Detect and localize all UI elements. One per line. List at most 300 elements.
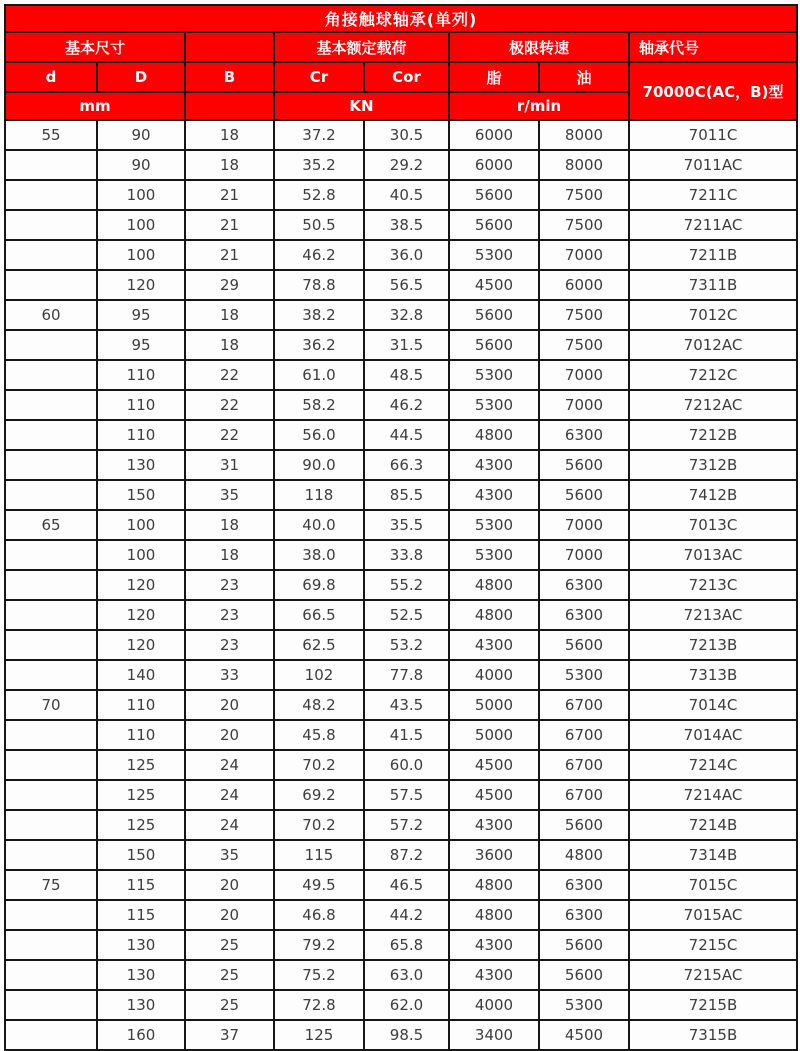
table-cell: 70.2 — [274, 750, 364, 780]
table-cell: 61.0 — [274, 360, 364, 390]
table-cell: 7215AC — [629, 960, 797, 990]
table-title: 角接触球轴承(单列) — [5, 5, 797, 32]
table-cell — [5, 900, 97, 930]
table-row — [5, 480, 797, 510]
table-cell: 56.5 — [364, 270, 449, 300]
table-cell: 100 — [97, 240, 185, 270]
table-cell: 18 — [185, 510, 274, 540]
table-row — [5, 390, 797, 420]
header-unit-mm: mm — [5, 92, 185, 120]
table-cell: 7011C — [629, 120, 797, 150]
table-cell: 100 — [97, 210, 185, 240]
header-unit-rpm: r/min — [449, 92, 629, 120]
table-cell — [5, 840, 97, 870]
table-cell: 90 — [97, 120, 185, 150]
table-cell: 46.5 — [364, 870, 449, 900]
table-cell: 4800 — [449, 870, 539, 900]
table-cell — [5, 810, 97, 840]
header-col-cor: Cor — [364, 62, 449, 92]
table-cell: 5600 — [539, 810, 629, 840]
table-cell: 7313B — [629, 660, 797, 690]
table-cell: 44.2 — [364, 900, 449, 930]
table-cell: 102 — [274, 660, 364, 690]
table-cell — [5, 180, 97, 210]
table-cell: 120 — [97, 570, 185, 600]
table-cell — [5, 720, 97, 750]
table-row — [5, 720, 797, 750]
header-basic-dims: 基本尺寸 — [5, 32, 185, 62]
table-row — [5, 210, 797, 240]
table-cell: 7000 — [539, 390, 629, 420]
table-cell: 5600 — [539, 480, 629, 510]
table-cell — [5, 480, 97, 510]
table-cell — [5, 630, 97, 660]
table-cell: 100 — [97, 510, 185, 540]
table-cell: 7500 — [539, 330, 629, 360]
table-cell: 7500 — [539, 300, 629, 330]
table-cell — [5, 990, 97, 1020]
table-cell: 32.8 — [364, 300, 449, 330]
table-cell: 85.5 — [364, 480, 449, 510]
table-header — [5, 5, 797, 120]
table-cell: 7214C — [629, 750, 797, 780]
table-cell — [5, 150, 97, 180]
table-cell: 7214AC — [629, 780, 797, 810]
table-cell: 4300 — [449, 630, 539, 660]
table-cell: 95 — [97, 330, 185, 360]
table-cell — [5, 270, 97, 300]
header-group-row — [5, 32, 797, 62]
table-cell: 7014AC — [629, 720, 797, 750]
table-cell: 48.5 — [364, 360, 449, 390]
table-cell — [5, 450, 97, 480]
table-cell: 150 — [97, 840, 185, 870]
table-cell: 35.5 — [364, 510, 449, 540]
table-cell: 7014C — [629, 690, 797, 720]
table-cell: 140 — [97, 660, 185, 690]
table-cell: 110 — [97, 720, 185, 750]
table-cell: 115 — [274, 840, 364, 870]
table-cell: 110 — [97, 420, 185, 450]
table-cell — [5, 210, 97, 240]
table-cell: 3400 — [449, 1020, 539, 1050]
table-cell: 30.5 — [364, 120, 449, 150]
header-load-rating: 基本额定载荷 — [274, 32, 449, 62]
table-cell: 6700 — [539, 690, 629, 720]
table-cell: 6700 — [539, 780, 629, 810]
table-cell: 46.8 — [274, 900, 364, 930]
table-cell: 38.0 — [274, 540, 364, 570]
table-row — [5, 540, 797, 570]
table-cell: 7215B — [629, 990, 797, 1020]
table-cell — [5, 660, 97, 690]
table-cell: 7212B — [629, 420, 797, 450]
table-cell: 130 — [97, 450, 185, 480]
table-cell: 7012AC — [629, 330, 797, 360]
table-cell: 40.5 — [364, 180, 449, 210]
table-cell — [5, 390, 97, 420]
table-cell: 33 — [185, 660, 274, 690]
table-cell: 115 — [97, 900, 185, 930]
table-cell: 160 — [97, 1020, 185, 1050]
table-cell: 4000 — [449, 660, 539, 690]
table-cell: 70.2 — [274, 810, 364, 840]
table-cell: 53.2 — [364, 630, 449, 660]
table-cell: 21 — [185, 180, 274, 210]
table-cell: 110 — [97, 690, 185, 720]
table-row — [5, 120, 797, 150]
table-cell: 100 — [97, 180, 185, 210]
table-cell: 115 — [97, 870, 185, 900]
table-cell: 66.3 — [364, 450, 449, 480]
table-cell: 4300 — [449, 960, 539, 990]
table-cell — [5, 360, 97, 390]
table-cell: 18 — [185, 330, 274, 360]
table-row — [5, 930, 797, 960]
table-cell: 37.2 — [274, 120, 364, 150]
table-row — [5, 570, 797, 600]
table-row — [5, 750, 797, 780]
table-cell: 52.5 — [364, 600, 449, 630]
table-cell: 7000 — [539, 360, 629, 390]
table-cell: 4500 — [449, 780, 539, 810]
table-cell: 7211AC — [629, 210, 797, 240]
table-cell: 36.0 — [364, 240, 449, 270]
title-row — [5, 5, 797, 32]
table-cell: 69.2 — [274, 780, 364, 810]
table-cell: 72.8 — [274, 990, 364, 1020]
table-cell: 6700 — [539, 750, 629, 780]
table-cell — [5, 240, 97, 270]
header-limit-speed: 极限转速 — [449, 32, 629, 62]
table-cell: 4800 — [449, 900, 539, 930]
table-row — [5, 900, 797, 930]
table-cell: 63.0 — [364, 960, 449, 990]
table-cell: 55 — [5, 120, 97, 150]
table-cell: 41.5 — [364, 720, 449, 750]
table-row — [5, 600, 797, 630]
header-code-type: 70000C(AC，B)型 — [629, 62, 797, 120]
table-cell: 35 — [185, 480, 274, 510]
table-cell: 7015C — [629, 870, 797, 900]
table-cell: 46.2 — [274, 240, 364, 270]
table-cell: 5600 — [449, 210, 539, 240]
table-cell: 22 — [185, 420, 274, 450]
table-cell: 56.0 — [274, 420, 364, 450]
header-unit-kn: KN — [274, 92, 449, 120]
header-col-B: B — [185, 62, 274, 92]
table-cell: 120 — [97, 630, 185, 660]
table-cell: 77.8 — [364, 660, 449, 690]
table-cell: 79.2 — [274, 930, 364, 960]
table-cell: 24 — [185, 780, 274, 810]
table-cell: 23 — [185, 630, 274, 660]
table-cell: 25 — [185, 930, 274, 960]
header-col-oil: 油 — [539, 62, 629, 92]
table-cell: 23 — [185, 600, 274, 630]
table-row — [5, 300, 797, 330]
table-cell: 7013AC — [629, 540, 797, 570]
table-cell: 60 — [5, 300, 97, 330]
table-cell: 5600 — [539, 930, 629, 960]
table-cell: 46.2 — [364, 390, 449, 420]
table-cell: 6300 — [539, 870, 629, 900]
table-row — [5, 420, 797, 450]
table-row — [5, 360, 797, 390]
table-cell: 4000 — [449, 990, 539, 1020]
table-cell: 7315B — [629, 1020, 797, 1050]
table-cell: 50.5 — [274, 210, 364, 240]
header-col-cr: Cr — [274, 62, 364, 92]
table-cell: 98.5 — [364, 1020, 449, 1050]
table-cell: 5300 — [449, 240, 539, 270]
table-cell: 5600 — [449, 330, 539, 360]
table-cell: 35 — [185, 840, 274, 870]
table-cell: 44.5 — [364, 420, 449, 450]
table-cell: 62.0 — [364, 990, 449, 1020]
table-cell: 7211C — [629, 180, 797, 210]
table-cell: 62.5 — [274, 630, 364, 660]
table-cell: 100 — [97, 540, 185, 570]
table-cell: 87.2 — [364, 840, 449, 870]
table-cell: 52.8 — [274, 180, 364, 210]
table-cell: 21 — [185, 210, 274, 240]
table-cell: 5600 — [449, 180, 539, 210]
table-cell: 24 — [185, 810, 274, 840]
table-cell: 8000 — [539, 120, 629, 150]
table-cell: 33.8 — [364, 540, 449, 570]
table-cell: 7215C — [629, 930, 797, 960]
table-cell: 120 — [97, 600, 185, 630]
table-row — [5, 630, 797, 660]
table-cell: 5600 — [539, 630, 629, 660]
table-cell: 18 — [185, 120, 274, 150]
table-cell: 6300 — [539, 420, 629, 450]
table-row — [5, 180, 797, 210]
table-cell — [5, 540, 97, 570]
table-cell: 4500 — [449, 750, 539, 780]
table-cell: 7500 — [539, 210, 629, 240]
table-cell: 7015AC — [629, 900, 797, 930]
table-cell: 4300 — [449, 930, 539, 960]
table-row — [5, 840, 797, 870]
table-cell: 20 — [185, 720, 274, 750]
table-cell: 4800 — [539, 840, 629, 870]
table-cell: 4300 — [449, 450, 539, 480]
table-cell: 4800 — [449, 570, 539, 600]
table-cell: 7312B — [629, 450, 797, 480]
table-cell: 7500 — [539, 180, 629, 210]
table-cell: 130 — [97, 960, 185, 990]
table-cell: 4300 — [449, 480, 539, 510]
table-cell: 5600 — [539, 450, 629, 480]
table-row — [5, 1020, 797, 1050]
table-cell: 7000 — [539, 540, 629, 570]
table-cell: 22 — [185, 360, 274, 390]
table-cell: 95 — [97, 300, 185, 330]
header-col-row — [5, 62, 797, 92]
table-cell: 18 — [185, 150, 274, 180]
table-cell: 5300 — [539, 990, 629, 1020]
table-cell: 75.2 — [274, 960, 364, 990]
table-row — [5, 450, 797, 480]
table-cell: 49.5 — [274, 870, 364, 900]
table-cell: 130 — [97, 930, 185, 960]
bearing-table — [4, 4, 798, 1051]
table-cell: 6700 — [539, 720, 629, 750]
table-cell: 7011AC — [629, 150, 797, 180]
table-cell: 48.2 — [274, 690, 364, 720]
table-body — [5, 120, 797, 1050]
table-cell: 60.0 — [364, 750, 449, 780]
table-cell: 7000 — [539, 510, 629, 540]
table-cell: 5600 — [539, 960, 629, 990]
header-col-grease: 脂 — [449, 62, 539, 92]
header-col-D: D — [97, 62, 185, 92]
table-cell: 5300 — [449, 360, 539, 390]
table-row — [5, 270, 797, 300]
table-cell: 90 — [97, 150, 185, 180]
table-cell: 45.8 — [274, 720, 364, 750]
table-cell: 110 — [97, 390, 185, 420]
table-row — [5, 810, 797, 840]
header-col-d: d — [5, 62, 97, 92]
table-cell: 7412B — [629, 480, 797, 510]
table-cell: 130 — [97, 990, 185, 1020]
table-cell: 29.2 — [364, 150, 449, 180]
table-cell: 25 — [185, 990, 274, 1020]
table-cell: 78.8 — [274, 270, 364, 300]
table-row — [5, 990, 797, 1020]
table-cell: 20 — [185, 690, 274, 720]
table-cell: 150 — [97, 480, 185, 510]
table-cell: 18 — [185, 300, 274, 330]
table-cell: 58.2 — [274, 390, 364, 420]
table-cell: 7212AC — [629, 390, 797, 420]
table-cell: 7314B — [629, 840, 797, 870]
table-cell: 75 — [5, 870, 97, 900]
table-cell: 7212C — [629, 360, 797, 390]
table-cell — [5, 1020, 97, 1050]
table-cell: 4800 — [449, 600, 539, 630]
table-row — [5, 690, 797, 720]
table-row — [5, 510, 797, 540]
table-cell: 125 — [274, 1020, 364, 1050]
table-cell — [5, 930, 97, 960]
table-cell: 65.8 — [364, 930, 449, 960]
table-cell — [5, 780, 97, 810]
table-cell: 6000 — [449, 120, 539, 150]
table-cell: 43.5 — [364, 690, 449, 720]
table-cell: 18 — [185, 540, 274, 570]
table-cell: 55.2 — [364, 570, 449, 600]
header-bearing-code: 轴承代号 — [629, 32, 797, 62]
table-row — [5, 870, 797, 900]
table-cell: 38.2 — [274, 300, 364, 330]
table-cell: 24 — [185, 750, 274, 780]
header-unit-empty — [185, 92, 274, 120]
table-cell: 65 — [5, 510, 97, 540]
table-cell: 57.2 — [364, 810, 449, 840]
table-cell: 90.0 — [274, 450, 364, 480]
table-cell: 36.2 — [274, 330, 364, 360]
table-cell: 3600 — [449, 840, 539, 870]
table-cell: 37 — [185, 1020, 274, 1050]
table-cell: 4500 — [449, 270, 539, 300]
table-cell: 35.2 — [274, 150, 364, 180]
header-empty-over-b — [185, 32, 274, 62]
table-cell — [5, 750, 97, 780]
table-cell: 5300 — [539, 660, 629, 690]
table-cell: 5300 — [449, 540, 539, 570]
table-cell: 4500 — [539, 1020, 629, 1050]
table-row — [5, 780, 797, 810]
table-cell: 125 — [97, 750, 185, 780]
table-cell — [5, 420, 97, 450]
table-cell: 66.5 — [274, 600, 364, 630]
table-cell: 7213C — [629, 570, 797, 600]
table-row — [5, 960, 797, 990]
table-cell: 4800 — [449, 420, 539, 450]
table-cell: 8000 — [539, 150, 629, 180]
table-cell: 4300 — [449, 810, 539, 840]
table-cell: 31 — [185, 450, 274, 480]
table-cell: 7213AC — [629, 600, 797, 630]
table-cell: 21 — [185, 240, 274, 270]
table-row — [5, 240, 797, 270]
table-cell: 23 — [185, 570, 274, 600]
table-cell: 125 — [97, 810, 185, 840]
table-cell: 6300 — [539, 570, 629, 600]
table-row — [5, 330, 797, 360]
table-cell: 69.8 — [274, 570, 364, 600]
table-cell: 70 — [5, 690, 97, 720]
table-cell: 7213B — [629, 630, 797, 660]
table-cell: 57.5 — [364, 780, 449, 810]
table-cell — [5, 570, 97, 600]
table-cell: 7311B — [629, 270, 797, 300]
table-cell: 7012C — [629, 300, 797, 330]
table-cell: 25 — [185, 960, 274, 990]
table-cell: 5300 — [449, 390, 539, 420]
table-cell: 7211B — [629, 240, 797, 270]
table-cell: 22 — [185, 390, 274, 420]
table-cell: 20 — [185, 870, 274, 900]
table-cell: 5300 — [449, 510, 539, 540]
table-cell: 6000 — [539, 270, 629, 300]
table-cell: 7013C — [629, 510, 797, 540]
table-cell: 6000 — [449, 150, 539, 180]
table-cell: 7000 — [539, 240, 629, 270]
table-cell — [5, 960, 97, 990]
table-cell: 38.5 — [364, 210, 449, 240]
table-cell: 118 — [274, 480, 364, 510]
table-cell: 125 — [97, 780, 185, 810]
table-cell: 7214B — [629, 810, 797, 840]
table-cell: 5000 — [449, 690, 539, 720]
table-row — [5, 660, 797, 690]
table-cell: 29 — [185, 270, 274, 300]
table-row — [5, 150, 797, 180]
table-cell: 40.0 — [274, 510, 364, 540]
table-cell — [5, 330, 97, 360]
table-cell — [5, 600, 97, 630]
table-cell: 6300 — [539, 900, 629, 930]
table-cell: 120 — [97, 270, 185, 300]
table-cell: 110 — [97, 360, 185, 390]
table-cell: 5600 — [449, 300, 539, 330]
table-cell: 31.5 — [364, 330, 449, 360]
